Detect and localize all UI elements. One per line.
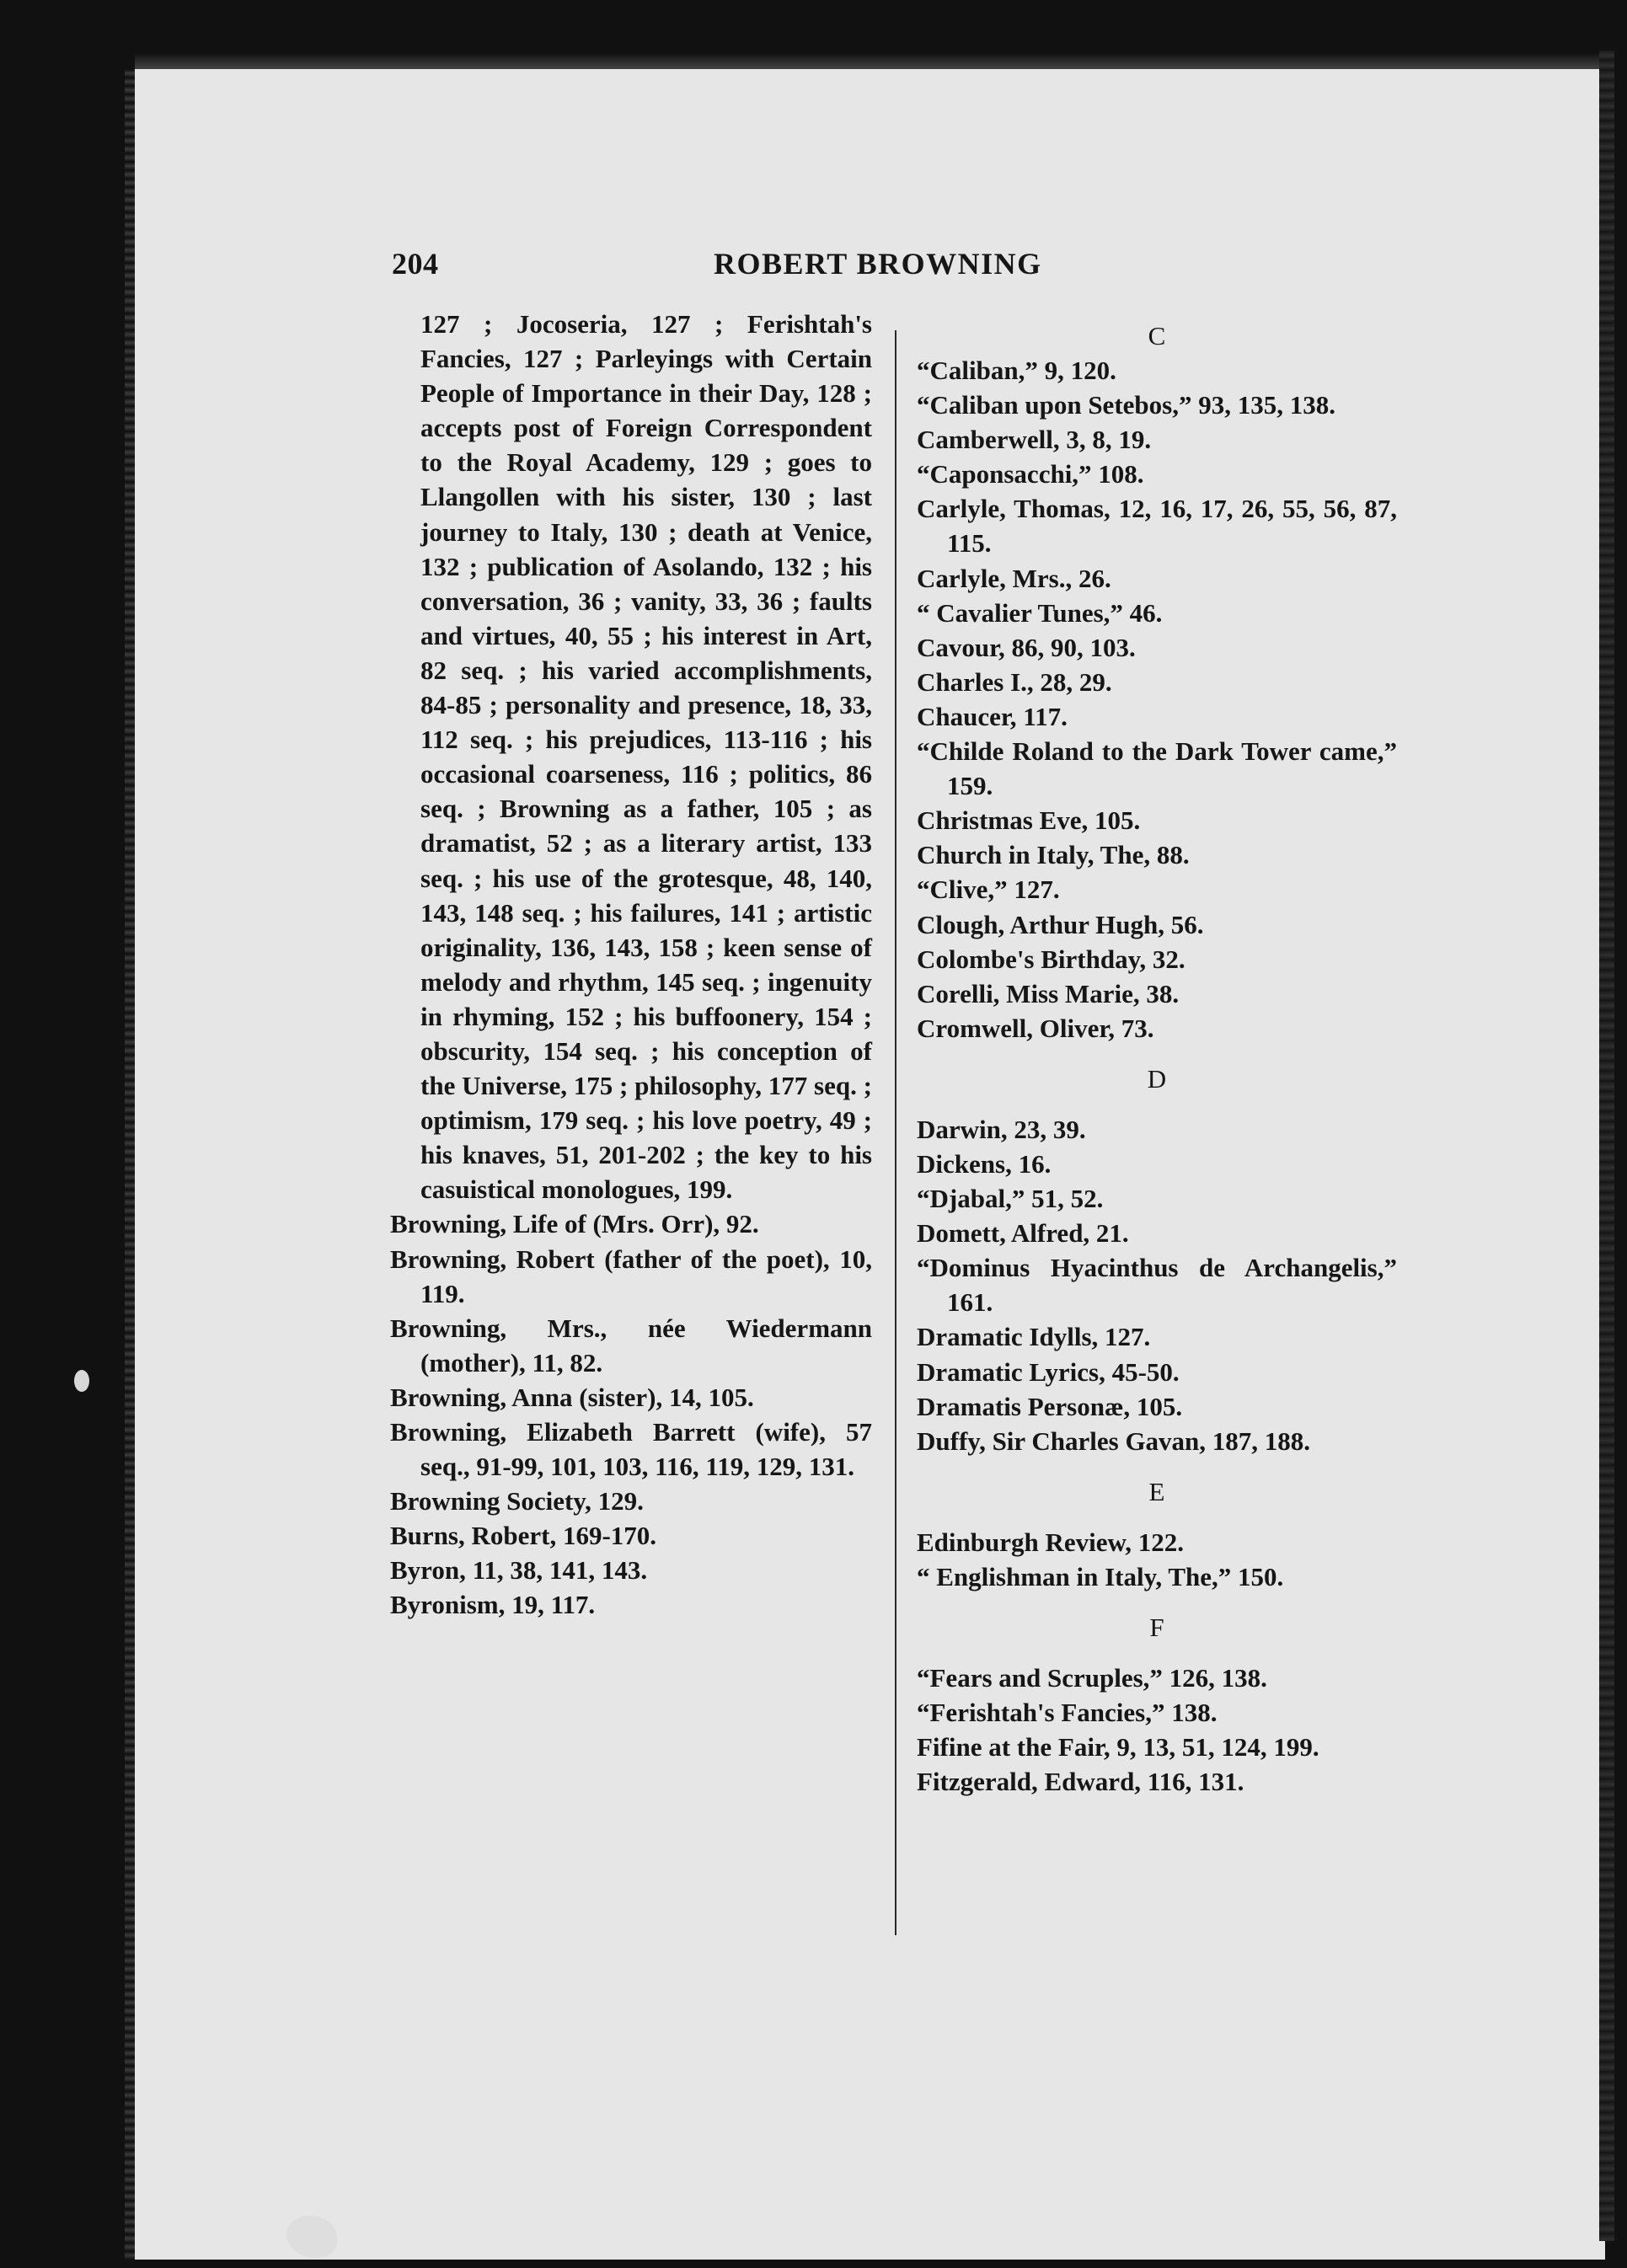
- index-entry: “Childe Roland to the Dark Tower came,” 159.: [917, 736, 1397, 801]
- running-title: ROBERT BROWNING: [714, 247, 1042, 281]
- index-entry: Domett, Alfred, 21.: [917, 1218, 1129, 1249]
- index-entry: Browning, Elizabeth Barrett (wife), 57 seq., 91-99, 101, 103, 116, 119, 129, 131.: [390, 1417, 872, 1482]
- index-entry: “Caliban,” 9, 120.: [917, 356, 1116, 385]
- index-entry: Browning, Robert (father of the poet), 10, 119.: [390, 1244, 872, 1308]
- index-entry: Burns, Robert, 169-170.: [390, 1521, 657, 1551]
- index-entry: Fitzgerald, Edward, 116, 131.: [917, 1767, 1244, 1797]
- index-entry: “Fears and Scruples,” 126, 138.: [917, 1663, 1267, 1693]
- index-entry: “ Englishman in Italy, The,” 150.: [917, 1561, 1284, 1591]
- index-entry: Edinburgh Review, 122.: [917, 1527, 1184, 1557]
- index-column-right: [917, 318, 1397, 1799]
- index-entry: Dramatic Idylls, 127.: [917, 1322, 1151, 1352]
- index-entry: Byron, 11, 38, 141, 143.: [390, 1555, 648, 1586]
- section-letter: E: [1148, 1476, 1165, 1506]
- column-divider: [895, 330, 896, 1935]
- index-entry: Carlyle, Thomas, 12, 16, 17, 26, 55, 56, 87, 115.: [917, 494, 1397, 559]
- index-entry: “Caponsacchi,” 108.: [917, 459, 1144, 489]
- index-entry: Dramatis Personæ, 105.: [917, 1391, 1183, 1421]
- index-entry: Fifine at the Fair, 9, 13, 51, 124, 199.: [917, 1732, 1319, 1763]
- index-column-left: [390, 307, 872, 1623]
- index-entry: Dickens, 16.: [917, 1148, 1052, 1179]
- scan-right-edge: [1599, 51, 1614, 2241]
- index-entry: Browning, Anna (sister), 14, 105.: [390, 1382, 754, 1412]
- index-entry: Cavour, 86, 90, 103.: [917, 632, 1136, 662]
- index-entry: “Dominus Hyacinthus de Archangelis,” 161.: [917, 1253, 1397, 1318]
- section-letter: F: [1149, 1613, 1164, 1642]
- index-entry: “Ferishtah's Fancies,” 138.: [917, 1698, 1218, 1728]
- index-entry: “Clive,” 127.: [917, 875, 1060, 905]
- index-entry: “Caliban upon Setebos,” 93, 135, 138.: [917, 390, 1335, 420]
- index-entry: Darwin, 23, 39.: [917, 1114, 1086, 1144]
- scan-blemish: [74, 1370, 89, 1392]
- index-entry: Church in Italy, The, 88.: [917, 840, 1190, 870]
- index-entry: Browning, Mrs., née Wiedermann (mother), 11, 82.: [390, 1313, 872, 1377]
- page-number: 204: [392, 247, 439, 281]
- index-entry: Browning Society, 129.: [390, 1486, 644, 1516]
- index-entry: “ Cavalier Tunes,” 46.: [917, 597, 1163, 628]
- page-header: [392, 246, 1091, 280]
- index-entry: Charles I., 28, 29.: [917, 666, 1112, 697]
- section-letter: D: [1147, 1063, 1167, 1094]
- index-entry: Byronism, 19, 117.: [390, 1590, 596, 1620]
- index-entry: Chaucer, 117.: [917, 701, 1068, 731]
- index-entry: Camberwell, 3, 8, 19.: [917, 425, 1152, 455]
- index-entry: Christmas Eve, 105.: [917, 805, 1141, 836]
- index-entry-continuation: 127 ; Jocoseria, 127 ; Ferishtah's Fancies, 127 ; Parleyings with Certain People of Importance in their Day, 128 ; accepts post of Foreign Correspondent to the Royal Academy, 129 ; goes to Llangollen with his sister, 130 ; last journey to Italy, 130 ; death at Venice, 132 ; publication of Asolando, 132 ; his conversation, 36 ; vanity, 33, 36 ; faults and virtues, 40, 55 ; his interest in Art, 82 seq. ; his varied accomplishments, 84-85 ; personality and presence, 18, 33, 112 seq. ; his prejudices, 113-116 ; his occasional coarseness, 116 ; politics, 86 seq. ; Browning as a father, 105 ; as dramatist, 52 ; as a literary artist, 133 seq. ; his use of the grotesque, 48, 140, 143, 148 seq. ; his failures, 141 ; artistic originality, 136, 143, 158 ; keen sense of melody and rhythm, 145 seq. ; ingenuity in rhyming, 152 ; his buffoonery, 154 ; obscurity, 154 seq. ; his conception of the Universe, 175 ; philosophy, 177 seq. ; optimism, 179 seq. ; his love poetry, 49 ; his knaves, 51, 201-202 ; the key to his casuistical monologues, 199.: [420, 309, 872, 1205]
- index-entry: Duffy, Sir Charles Gavan, 187, 188.: [917, 1426, 1311, 1456]
- index-entry: Carlyle, Mrs., 26.: [917, 563, 1111, 593]
- index-entry: “Djabal,” 51, 52.: [917, 1184, 1104, 1214]
- index-entry: Corelli, Miss Marie, 38.: [917, 978, 1180, 1008]
- index-entry: Cromwell, Oliver, 73.: [917, 1013, 1154, 1043]
- index-entry: Browning, Life of (Mrs. Orr), 92.: [390, 1209, 759, 1239]
- index-entry: Clough, Arthur Hugh, 56.: [917, 909, 1204, 939]
- scan-top-edge: [135, 54, 1605, 71]
- index-entry: Dramatic Lyrics, 45-50.: [917, 1356, 1180, 1387]
- index-entry: Colombe's Birthday, 32.: [917, 944, 1185, 974]
- section-letter: C: [1148, 321, 1166, 350]
